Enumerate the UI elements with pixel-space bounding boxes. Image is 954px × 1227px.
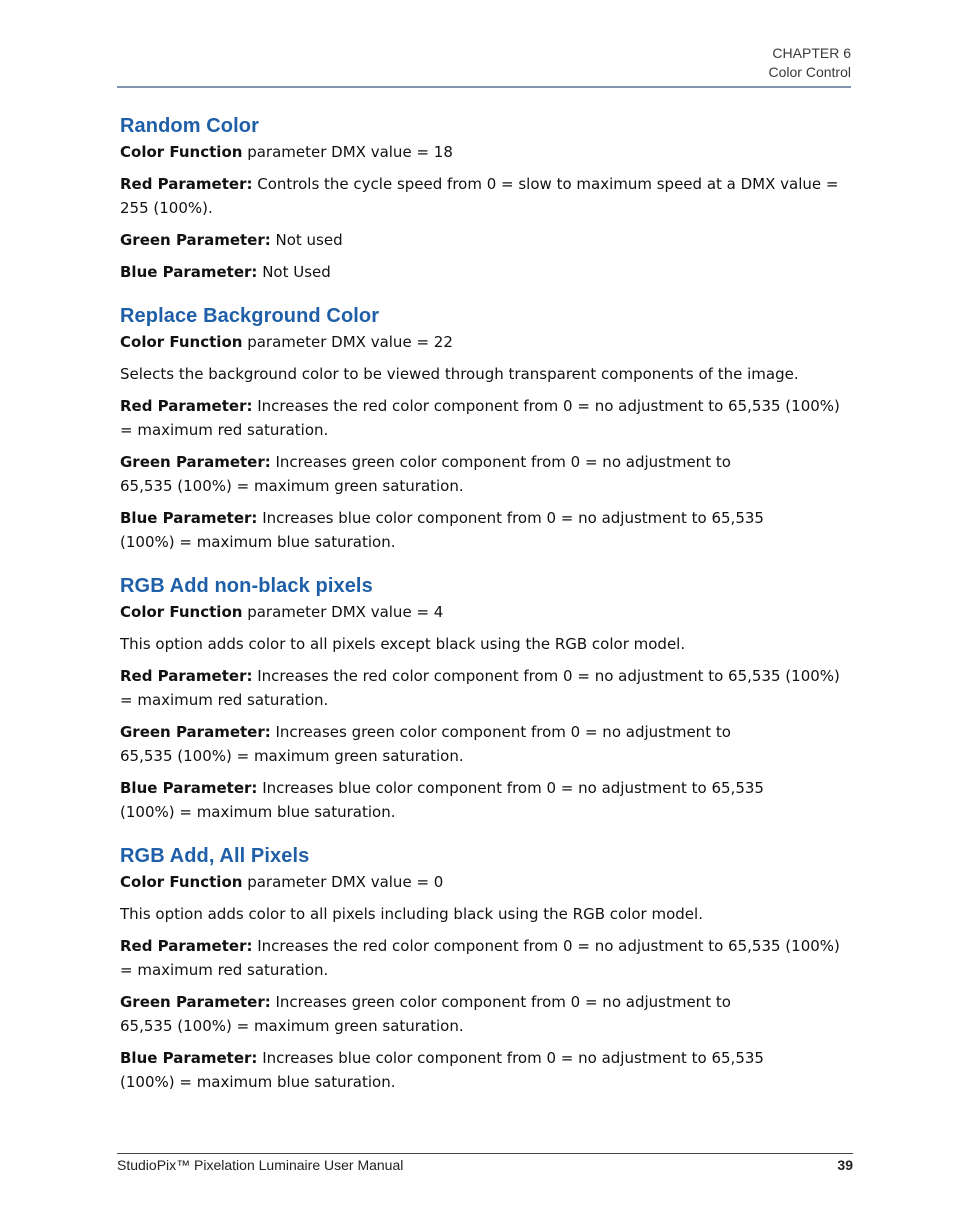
paragraph-text: Increases blue color component from 0 = no adjustment to 65,535 (100%) = maximum blue saturation. bbox=[120, 1049, 764, 1091]
bold-label: Green Parameter: bbox=[120, 993, 271, 1011]
paragraph-text: parameter DMX value = 4 bbox=[242, 603, 444, 621]
bold-label: Blue Parameter: bbox=[120, 1049, 258, 1067]
color-function-line bbox=[120, 600, 852, 624]
bold-label: Red Parameter: bbox=[120, 397, 253, 415]
description-line bbox=[120, 362, 852, 386]
paragraph-text: Increases green color component from 0 = no adjustment to 65,535 (100%) = maximum green saturation. bbox=[120, 723, 731, 765]
paragraph-text: Increases blue color component from 0 = no adjustment to 65,535 (100%) = maximum blue saturation. bbox=[120, 509, 764, 551]
color-function-line bbox=[120, 870, 852, 894]
bold-label: Blue Parameter: bbox=[120, 509, 258, 527]
chapter-title: Color Control bbox=[768, 64, 851, 80]
section-random-color bbox=[120, 112, 852, 284]
red-parameter-line bbox=[120, 172, 852, 220]
section-rgb-add-non-black-pixels bbox=[120, 572, 852, 824]
paragraph-text: Increases blue color component from 0 = no adjustment to 65,535 (100%) = maximum blue saturation. bbox=[120, 779, 764, 821]
description-line bbox=[120, 902, 852, 926]
bold-label: Blue Parameter: bbox=[120, 779, 258, 797]
paragraph-text: Increases green color component from 0 = no adjustment to 65,535 (100%) = maximum green saturation. bbox=[120, 453, 731, 495]
paragraph-text: parameter DMX value = 18 bbox=[242, 143, 453, 161]
paragraph-text: Not used bbox=[270, 231, 343, 249]
blue-parameter-line bbox=[120, 1046, 790, 1094]
description-line bbox=[120, 632, 852, 656]
section-heading: RGB Add non-black pixels bbox=[120, 575, 373, 597]
bold-label: Green Parameter: bbox=[120, 453, 271, 471]
chapter-label: CHAPTER 6 bbox=[772, 45, 851, 61]
section-replace-background-color bbox=[120, 302, 852, 554]
page-footer bbox=[117, 1153, 853, 1173]
paragraph-text: This option adds color to all pixels except black using the RGB color model. bbox=[120, 635, 686, 653]
bold-label: Color Function bbox=[120, 143, 243, 161]
paragraph-text: Increases the red color component from 0 = no adjustment to 65,535 (100%) = maximum red saturation. bbox=[120, 937, 840, 979]
document-body bbox=[120, 112, 852, 1112]
section-rgb-add-all-pixels bbox=[120, 842, 852, 1094]
paragraph-text: Not Used bbox=[257, 263, 331, 281]
blue-parameter-line bbox=[120, 260, 852, 284]
section-heading: RGB Add, All Pixels bbox=[120, 845, 310, 867]
green-parameter-line bbox=[120, 228, 852, 252]
blue-parameter-line bbox=[120, 506, 790, 554]
section-heading: Replace Background Color bbox=[120, 305, 380, 327]
red-parameter-line bbox=[120, 664, 852, 712]
color-function-line bbox=[120, 330, 852, 354]
color-function-line bbox=[120, 140, 852, 164]
paragraph-text: Increases the red color component from 0 = no adjustment to 65,535 (100%) = maximum red saturation. bbox=[120, 397, 840, 439]
bold-label: Color Function bbox=[120, 873, 243, 891]
paragraph-text: Increases the red color component from 0 = no adjustment to 65,535 (100%) = maximum red saturation. bbox=[120, 667, 840, 709]
green-parameter-line bbox=[120, 720, 760, 768]
paragraph-text: This option adds color to all pixels including black using the RGB color model. bbox=[120, 905, 703, 923]
bold-label: Red Parameter: bbox=[120, 937, 253, 955]
bold-label: Green Parameter: bbox=[120, 231, 271, 249]
page-number: 39 bbox=[837, 1157, 853, 1173]
blue-parameter-line bbox=[120, 776, 790, 824]
paragraph-text: Selects the background color to be viewed through transparent components of the image. bbox=[120, 365, 799, 383]
bold-label: Red Parameter: bbox=[120, 175, 253, 193]
green-parameter-line bbox=[120, 450, 760, 498]
paragraph-text: Increases green color component from 0 = no adjustment to 65,535 (100%) = maximum green saturation. bbox=[120, 993, 731, 1035]
paragraph-text: parameter DMX value = 22 bbox=[242, 333, 453, 351]
section-heading: Random Color bbox=[120, 115, 259, 137]
green-parameter-line bbox=[120, 990, 760, 1038]
red-parameter-line bbox=[120, 934, 852, 982]
bold-label: Blue Parameter: bbox=[120, 263, 258, 281]
red-parameter-line bbox=[120, 394, 852, 442]
bold-label: Color Function bbox=[120, 333, 243, 351]
page-header bbox=[117, 44, 851, 88]
paragraph-text: Controls the cycle speed from 0 = slow to maximum speed at a DMX value = 255 (100%). bbox=[120, 175, 839, 217]
bold-label: Green Parameter: bbox=[120, 723, 271, 741]
paragraph-text: parameter DMX value = 0 bbox=[242, 873, 444, 891]
bold-label: Color Function bbox=[120, 603, 243, 621]
manual-title: StudioPix™ Pixelation Luminaire User Manual bbox=[117, 1157, 404, 1173]
bold-label: Red Parameter: bbox=[120, 667, 253, 685]
